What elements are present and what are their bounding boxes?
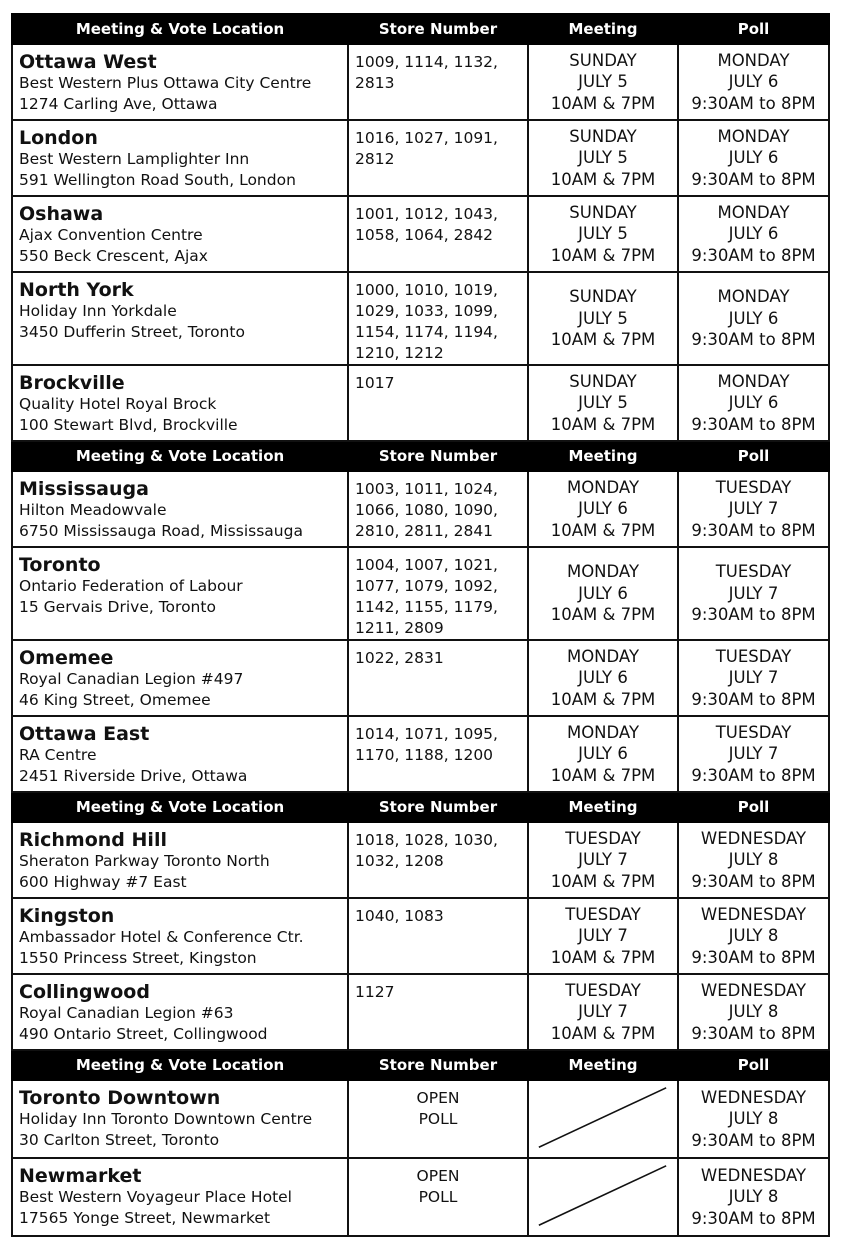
store-numbers-cell bbox=[348, 44, 528, 120]
poll-line: JULY 6 bbox=[728, 393, 779, 413]
header-poll: Poll bbox=[678, 792, 829, 822]
header-location: Meeting & Vote Location bbox=[12, 441, 348, 471]
poll-line: JULY 6 bbox=[728, 224, 779, 244]
city-name: Toronto bbox=[19, 554, 101, 576]
store-numbers-line: 1022, 2831 bbox=[355, 649, 444, 667]
meeting-line: 10AM & 7PM bbox=[550, 689, 656, 709]
store-numbers-line: 1001, 1012, 1043, bbox=[355, 205, 498, 223]
poll-line: 9:30AM to 8PM bbox=[691, 414, 816, 434]
location-cell bbox=[12, 365, 348, 441]
poll-cell bbox=[678, 822, 829, 898]
venue-address: 15 Gervais Drive, Toronto bbox=[19, 598, 216, 616]
venue-name: Sheraton Parkway Toronto North bbox=[19, 852, 270, 870]
header-store-number: Store Number bbox=[348, 792, 528, 822]
location-cell bbox=[12, 898, 348, 974]
poll-line: TUESDAY bbox=[715, 562, 792, 582]
store-numbers-line: 1014, 1071, 1095, bbox=[355, 725, 498, 743]
poll-line: WEDNESDAY bbox=[700, 1087, 807, 1107]
city-name: Kingston bbox=[19, 905, 115, 927]
store-numbers-cell bbox=[348, 822, 528, 898]
table-row bbox=[12, 1080, 829, 1158]
store-numbers-cell bbox=[348, 196, 528, 272]
poll-line: WEDNESDAY bbox=[700, 904, 807, 924]
header-meeting: Meeting bbox=[528, 1050, 678, 1080]
venue-name: Best Western Plus Ottawa City Centre bbox=[19, 74, 312, 92]
meeting-line: SUNDAY bbox=[569, 371, 637, 391]
venue-name: Ajax Convention Centre bbox=[19, 226, 203, 244]
store-numbers-line: 1040, 1083 bbox=[355, 907, 444, 925]
venue-name: Royal Canadian Legion #497 bbox=[19, 670, 244, 688]
meeting-line: JULY 6 bbox=[578, 499, 628, 519]
open-poll-text: POLL bbox=[418, 1188, 458, 1206]
meeting-cell bbox=[528, 716, 678, 792]
table-row bbox=[12, 196, 829, 272]
store-numbers-line: 1170, 1188, 1200 bbox=[355, 746, 494, 764]
location-cell bbox=[12, 822, 348, 898]
store-numbers-line: 1000, 1010, 1019, bbox=[355, 281, 498, 299]
poll-line: MONDAY bbox=[717, 126, 790, 146]
venue-name: Ontario Federation of Labour bbox=[19, 577, 243, 595]
meeting-cell bbox=[528, 365, 678, 441]
poll-line: JULY 7 bbox=[728, 499, 779, 519]
meeting-line: JULY 5 bbox=[578, 393, 628, 413]
header-store-number: Store Number bbox=[348, 1050, 528, 1080]
poll-line: 9:30AM to 8PM bbox=[691, 871, 816, 891]
header-meeting: Meeting bbox=[528, 792, 678, 822]
store-numbers-cell bbox=[348, 974, 528, 1050]
poll-line: 9:30AM to 8PM bbox=[691, 330, 816, 350]
poll-line: WEDNESDAY bbox=[700, 828, 807, 848]
store-numbers-cell bbox=[348, 365, 528, 441]
location-cell bbox=[12, 471, 348, 547]
store-numbers-cell bbox=[348, 471, 528, 547]
meeting-line: 10AM & 7PM bbox=[550, 871, 656, 891]
meeting-line: 10AM & 7PM bbox=[550, 765, 656, 785]
city-name: Ottawa West bbox=[19, 51, 157, 73]
meeting-line: JULY 5 bbox=[578, 224, 628, 244]
table-row bbox=[12, 974, 829, 1050]
poll-cell bbox=[678, 898, 829, 974]
venue-name: RA Centre bbox=[19, 746, 97, 764]
venue-address: 600 Highway #7 East bbox=[19, 873, 187, 891]
venue-name: Best Western Lamplighter Inn bbox=[19, 150, 250, 168]
poll-line: JULY 6 bbox=[728, 308, 779, 328]
meeting-cell-empty bbox=[528, 1158, 678, 1236]
table-row bbox=[12, 120, 829, 196]
city-name: North York bbox=[19, 279, 134, 301]
table-row bbox=[12, 898, 829, 974]
poll-line: TUESDAY bbox=[715, 477, 792, 497]
store-numbers-line: 1211, 2809 bbox=[355, 619, 444, 637]
meeting-line: MONDAY bbox=[566, 562, 640, 582]
meeting-line: JULY 5 bbox=[578, 308, 628, 328]
location-cell bbox=[12, 1080, 348, 1158]
meeting-cell bbox=[528, 640, 678, 716]
header-store-number: Store Number bbox=[348, 441, 528, 471]
meeting-line: 10AM & 7PM bbox=[550, 1023, 656, 1043]
venue-address: 30 Carlton Street, Toronto bbox=[19, 1131, 220, 1149]
poll-cell bbox=[678, 547, 829, 640]
poll-line: 9:30AM to 8PM bbox=[691, 689, 816, 709]
venue-address: 1274 Carling Ave, Ottawa bbox=[19, 95, 218, 113]
header-row bbox=[12, 14, 829, 44]
meeting-line: JULY 5 bbox=[578, 72, 628, 92]
location-cell bbox=[12, 196, 348, 272]
poll-line: 9:30AM to 8PM bbox=[691, 947, 816, 967]
poll-line: JULY 6 bbox=[728, 72, 779, 92]
header-row bbox=[12, 441, 829, 471]
store-numbers-cell bbox=[348, 120, 528, 196]
meeting-line: MONDAY bbox=[566, 722, 640, 742]
city-name: Brockville bbox=[19, 372, 125, 394]
store-numbers-line: 1077, 1079, 1092, bbox=[355, 577, 498, 595]
store-numbers-line: 2813 bbox=[355, 74, 395, 92]
open-poll-text: POLL bbox=[418, 1110, 458, 1128]
table-row bbox=[12, 716, 829, 792]
poll-line: JULY 8 bbox=[728, 1002, 779, 1022]
venue-name: Holiday Inn Yorkdale bbox=[19, 302, 177, 320]
city-name: Newmarket bbox=[19, 1165, 142, 1187]
poll-line: JULY 7 bbox=[728, 583, 779, 603]
store-numbers-line: 1058, 1064, 2842 bbox=[355, 226, 494, 244]
poll-line: JULY 8 bbox=[728, 850, 779, 870]
location-cell bbox=[12, 640, 348, 716]
meeting-cell bbox=[528, 44, 678, 120]
city-name: Ottawa East bbox=[19, 723, 150, 745]
meeting-cell bbox=[528, 547, 678, 640]
meeting-line: 10AM & 7PM bbox=[550, 169, 656, 189]
poll-cell bbox=[678, 196, 829, 272]
meeting-line: JULY 7 bbox=[578, 1002, 628, 1022]
poll-line: JULY 7 bbox=[728, 668, 779, 688]
meeting-line: JULY 7 bbox=[578, 926, 628, 946]
meeting-line: TUESDAY bbox=[565, 828, 641, 848]
no-meeting-slash bbox=[529, 1081, 677, 1157]
meeting-line: SUNDAY bbox=[569, 287, 637, 307]
poll-line: 9:30AM to 8PM bbox=[691, 245, 816, 265]
meeting-cell-empty bbox=[528, 1080, 678, 1158]
location-cell bbox=[12, 44, 348, 120]
poll-cell bbox=[678, 1080, 829, 1158]
location-cell bbox=[12, 272, 348, 365]
header-location: Meeting & Vote Location bbox=[12, 792, 348, 822]
poll-line: WEDNESDAY bbox=[700, 980, 807, 1000]
meeting-line: 10AM & 7PM bbox=[550, 520, 656, 540]
meeting-line: MONDAY bbox=[566, 646, 640, 666]
poll-line: JULY 7 bbox=[728, 744, 779, 764]
poll-line: 9:30AM to 8PM bbox=[691, 765, 816, 785]
venue-address: 550 Beck Crescent, Ajax bbox=[19, 247, 208, 265]
poll-line: 9:30AM to 8PM bbox=[691, 520, 816, 540]
city-name: Richmond Hill bbox=[19, 829, 167, 851]
meeting-line: MONDAY bbox=[566, 477, 640, 497]
meeting-cell bbox=[528, 471, 678, 547]
store-numbers-cell bbox=[348, 716, 528, 792]
meeting-line: 10AM & 7PM bbox=[550, 245, 656, 265]
meeting-cell bbox=[528, 272, 678, 365]
venue-name: Royal Canadian Legion #63 bbox=[19, 1004, 234, 1022]
poll-cell bbox=[678, 471, 829, 547]
meeting-line: 10AM & 7PM bbox=[550, 330, 656, 350]
meeting-vote-schedule bbox=[11, 13, 828, 1237]
store-numbers-line: 1016, 1027, 1091, bbox=[355, 129, 498, 147]
location-cell bbox=[12, 547, 348, 640]
store-numbers-line: 1154, 1174, 1194, bbox=[355, 323, 498, 341]
city-name: Oshawa bbox=[19, 203, 104, 225]
header-poll: Poll bbox=[678, 14, 829, 44]
meeting-line: SUNDAY bbox=[569, 126, 637, 146]
poll-line: WEDNESDAY bbox=[700, 1165, 807, 1185]
meeting-line: 10AM & 7PM bbox=[550, 93, 656, 113]
poll-cell bbox=[678, 640, 829, 716]
meeting-line: 10AM & 7PM bbox=[550, 605, 656, 625]
poll-cell bbox=[678, 272, 829, 365]
poll-line: 9:30AM to 8PM bbox=[691, 1130, 816, 1150]
poll-line: MONDAY bbox=[717, 202, 790, 222]
meeting-cell bbox=[528, 974, 678, 1050]
venue-name: Quality Hotel Royal Brock bbox=[19, 395, 217, 413]
venue-address: 2451 Riverside Drive, Ottawa bbox=[19, 767, 248, 785]
store-numbers-cell bbox=[348, 898, 528, 974]
header-meeting: Meeting bbox=[528, 441, 678, 471]
meeting-cell bbox=[528, 120, 678, 196]
open-poll-text: OPEN bbox=[416, 1167, 460, 1185]
store-numbers-line: 1066, 1080, 1090, bbox=[355, 501, 498, 519]
meeting-cell bbox=[528, 196, 678, 272]
table-row bbox=[12, 272, 829, 365]
table-row bbox=[12, 640, 829, 716]
store-numbers-cell bbox=[348, 272, 528, 365]
store-numbers-line: 1003, 1011, 1024, bbox=[355, 480, 498, 498]
city-name: Mississauga bbox=[19, 478, 149, 500]
store-numbers-line: 1018, 1028, 1030, bbox=[355, 831, 498, 849]
store-numbers-line: 1009, 1114, 1132, bbox=[355, 53, 498, 71]
poll-line: JULY 8 bbox=[728, 926, 779, 946]
store-numbers-line: 2812 bbox=[355, 150, 395, 168]
schedule-body bbox=[12, 14, 829, 1236]
meeting-line: TUESDAY bbox=[565, 904, 641, 924]
poll-line: JULY 8 bbox=[728, 1187, 779, 1207]
venue-address: 46 King Street, Omemee bbox=[19, 691, 211, 709]
header-location: Meeting & Vote Location bbox=[12, 14, 348, 44]
meeting-line: SUNDAY bbox=[569, 202, 637, 222]
header-row bbox=[12, 1050, 829, 1080]
header-poll: Poll bbox=[678, 441, 829, 471]
slash-line bbox=[539, 1166, 666, 1225]
venue-name: Hilton Meadowvale bbox=[19, 501, 167, 519]
open-poll-text: OPEN bbox=[416, 1089, 460, 1107]
poll-line: TUESDAY bbox=[715, 646, 792, 666]
meeting-line: TUESDAY bbox=[565, 980, 641, 1000]
header-meeting: Meeting bbox=[528, 14, 678, 44]
poll-line: JULY 6 bbox=[728, 148, 779, 168]
store-numbers-line: 1004, 1007, 1021, bbox=[355, 556, 498, 574]
poll-line: JULY 8 bbox=[728, 1109, 779, 1129]
schedule-table bbox=[11, 13, 830, 1237]
header-poll: Poll bbox=[678, 1050, 829, 1080]
city-name: Omemee bbox=[19, 647, 114, 669]
store-numbers-line: 1029, 1033, 1099, bbox=[355, 302, 498, 320]
store-numbers-cell bbox=[348, 1158, 528, 1236]
venue-address: 1550 Princess Street, Kingston bbox=[19, 949, 257, 967]
table-row bbox=[12, 822, 829, 898]
slash-line bbox=[539, 1088, 666, 1147]
location-cell bbox=[12, 974, 348, 1050]
poll-line: 9:30AM to 8PM bbox=[691, 169, 816, 189]
store-numbers-line: 1127 bbox=[355, 983, 395, 1001]
poll-cell bbox=[678, 44, 829, 120]
poll-line: MONDAY bbox=[717, 371, 790, 391]
poll-cell bbox=[678, 120, 829, 196]
store-numbers-line: 1032, 1208 bbox=[355, 852, 444, 870]
table-row bbox=[12, 1158, 829, 1236]
venue-address: 100 Stewart Blvd, Brockville bbox=[19, 416, 238, 434]
poll-line: 9:30AM to 8PM bbox=[691, 93, 816, 113]
table-row bbox=[12, 471, 829, 547]
store-numbers-line: 2810, 2811, 2841 bbox=[355, 522, 494, 540]
poll-line: 9:30AM to 8PM bbox=[691, 1023, 816, 1043]
store-numbers-line: 1017 bbox=[355, 374, 395, 392]
poll-line: 9:30AM to 8PM bbox=[691, 1208, 816, 1228]
city-name: Collingwood bbox=[19, 981, 150, 1003]
store-numbers-cell bbox=[348, 1080, 528, 1158]
meeting-line: 10AM & 7PM bbox=[550, 414, 656, 434]
store-numbers-cell bbox=[348, 640, 528, 716]
poll-cell bbox=[678, 1158, 829, 1236]
header-row bbox=[12, 792, 829, 822]
city-name: London bbox=[19, 127, 98, 149]
venue-address: 6750 Mississauga Road, Mississauga bbox=[19, 522, 303, 540]
meeting-line: JULY 6 bbox=[578, 583, 628, 603]
poll-line: MONDAY bbox=[717, 50, 790, 70]
header-store-number: Store Number bbox=[348, 14, 528, 44]
venue-name: Best Western Voyageur Place Hotel bbox=[19, 1188, 292, 1206]
venue-address: 3450 Dufferin Street, Toronto bbox=[19, 323, 245, 341]
venue-address: 17565 Yonge Street, Newmarket bbox=[19, 1209, 271, 1227]
location-cell bbox=[12, 120, 348, 196]
meeting-line: JULY 6 bbox=[578, 668, 628, 688]
no-meeting-slash bbox=[529, 1159, 677, 1235]
store-numbers-line: 1210, 1212 bbox=[355, 344, 444, 362]
meeting-line: JULY 6 bbox=[578, 744, 628, 764]
venue-address: 490 Ontario Street, Collingwood bbox=[19, 1025, 268, 1043]
table-row bbox=[12, 44, 829, 120]
meeting-line: JULY 7 bbox=[578, 850, 628, 870]
venue-name: Ambassador Hotel & Conference Ctr. bbox=[19, 928, 304, 946]
meeting-line: SUNDAY bbox=[569, 50, 637, 70]
location-cell bbox=[12, 1158, 348, 1236]
poll-cell bbox=[678, 974, 829, 1050]
poll-line: MONDAY bbox=[717, 287, 790, 307]
poll-cell bbox=[678, 365, 829, 441]
city-name: Toronto Downtown bbox=[19, 1087, 221, 1109]
meeting-line: 10AM & 7PM bbox=[550, 947, 656, 967]
poll-line: 9:30AM to 8PM bbox=[691, 605, 816, 625]
poll-line: TUESDAY bbox=[715, 722, 792, 742]
header-location: Meeting & Vote Location bbox=[12, 1050, 348, 1080]
table-row bbox=[12, 365, 829, 441]
poll-cell bbox=[678, 716, 829, 792]
meeting-line: JULY 5 bbox=[578, 148, 628, 168]
location-cell bbox=[12, 716, 348, 792]
meeting-cell bbox=[528, 898, 678, 974]
table-row bbox=[12, 547, 829, 640]
store-numbers-cell bbox=[348, 547, 528, 640]
store-numbers-line: 1142, 1155, 1179, bbox=[355, 598, 498, 616]
meeting-cell bbox=[528, 822, 678, 898]
venue-address: 591 Wellington Road South, London bbox=[19, 171, 296, 189]
venue-name: Holiday Inn Toronto Downtown Centre bbox=[19, 1110, 313, 1128]
